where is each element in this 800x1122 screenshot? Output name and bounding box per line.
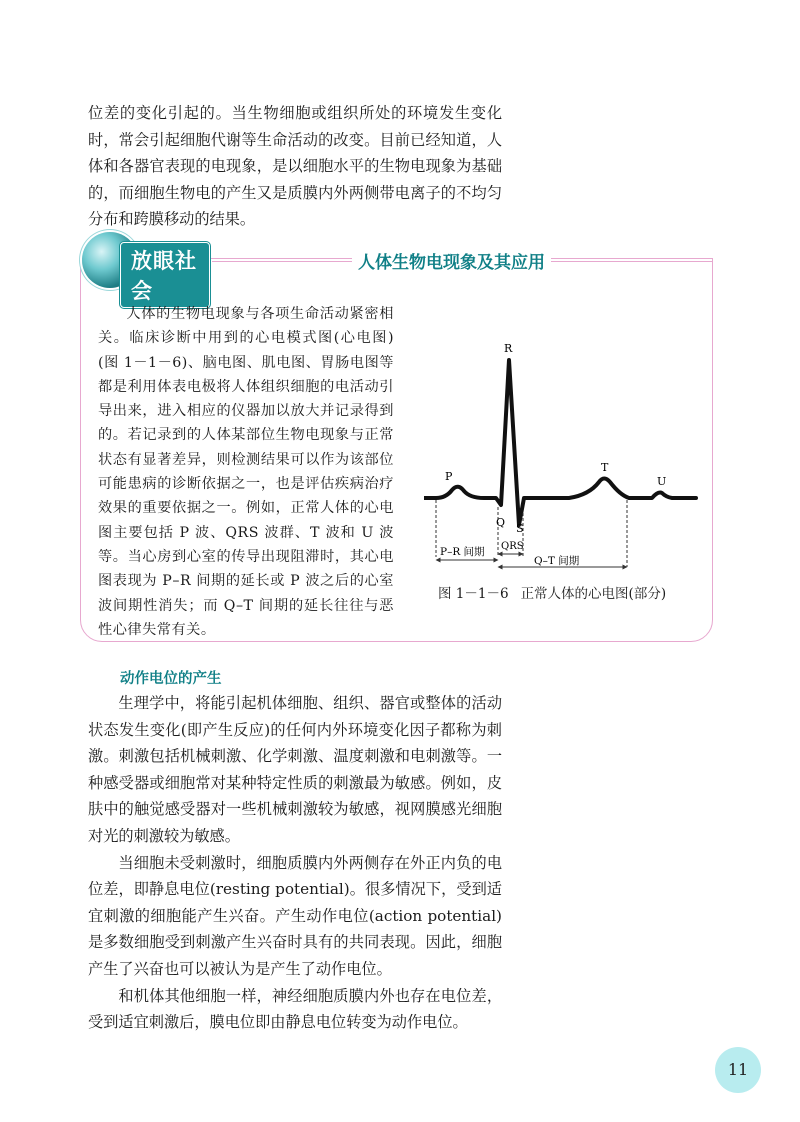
intro-text: 位差的变化引起的。当生物细胞或组织所处的环境发生变化时，常会引起细胞代谢等生命活动的改变。目前已经知道，人体和各器官表现的电现象，是以细胞水平的生物电现象为基础的，而细胞生物电的产生又是质膜内外两侧带电离子的不均匀分布和跨膜移动的结果。 [88,104,502,229]
intro-paragraph [88,100,502,233]
label-t: T [601,461,609,474]
sidebar-paragraph: 人体的生物电现象与各项生命活动紧密相关。临床诊断中用到的心电模式图(心电图)(图 1－1－6)、脑电图、肌电图、胃肠电图等都是利用体表电极将人体组织细胞的电活动引导出来，进入相应的仪器加以放大并记录得到的。若记录到的人体某部位生物电现象与正常状态有显著差异，则检测结果可以作为该部位可能患病的诊断依据之一，也是评估疾病治疗效果的重要依据之一。例如，正常人体的心电图主要包括 P 波、QRS 波群、T 波和 U 波等。当心房到心室的传导出现阻滞时，其心电图表现为 P–R 间期的延长或 P 波之后的心室波间期性消失；而 Q–T 间期的延长往往与恶性心律失常有关。 [98,306,394,638]
sidebar-title: 人体生物电现象及其应用 [352,248,551,273]
label-qrs: QRS [501,541,524,552]
figure-caption-text: 正常人体的心电图(部分) [520,586,667,602]
ecg-figure [424,335,714,575]
label-qt-interval: Q–T 间期 [534,555,580,567]
label-q: Q [496,516,506,529]
label-u: U [657,475,667,488]
label-pr-interval: P–R 间期 [440,546,485,558]
label-s: S [516,522,524,535]
ecg-trace [424,360,696,525]
figure-caption [438,582,666,602]
page-number: 11 [715,1047,761,1093]
section-heading: 动作电位的产生 [120,671,222,687]
label-r: R [504,342,513,355]
sidebar-logo-text: 放眼社会 [120,242,210,308]
section-body [88,690,502,1036]
section-paragraph-1: 生理学中，将能引起机体细胞、组织、器官或整体的活动状态发生变化(即产生反应)的任何内外环境变化因子都称为刺激。刺激包括机械刺激、化学刺激、温度刺激和电刺激等。一种感受器或细胞常对某种特定性质的刺激最为敏感。例如，皮肤中的触觉感受器对一些机械刺激较为敏感，视网膜感光细胞对光的刺激较为敏感。 [88,694,502,845]
section-paragraph-2: 当细胞未受刺激时，细胞质膜内外两侧存在外正内负的电位差，即静息电位(resting potential)。很多情况下，受到适宜刺激的细胞能产生兴奋。产生动作电位(action potential)是多数细胞受到刺激产生兴奋时具有的共同表现。因此，细胞产生了兴奋也可以被认为是产生了动作电位。 [88,853,502,978]
label-p: P [445,470,453,483]
section-paragraph-3: 和机体其他细胞一样，神经细胞质膜内外也存在电位差，受到适宜刺激后，膜电位即由静息电位转变为动作电位。 [88,986,502,1032]
figure-number: 图 1－1－6 [438,586,509,602]
sidebar-logo [82,232,210,303]
